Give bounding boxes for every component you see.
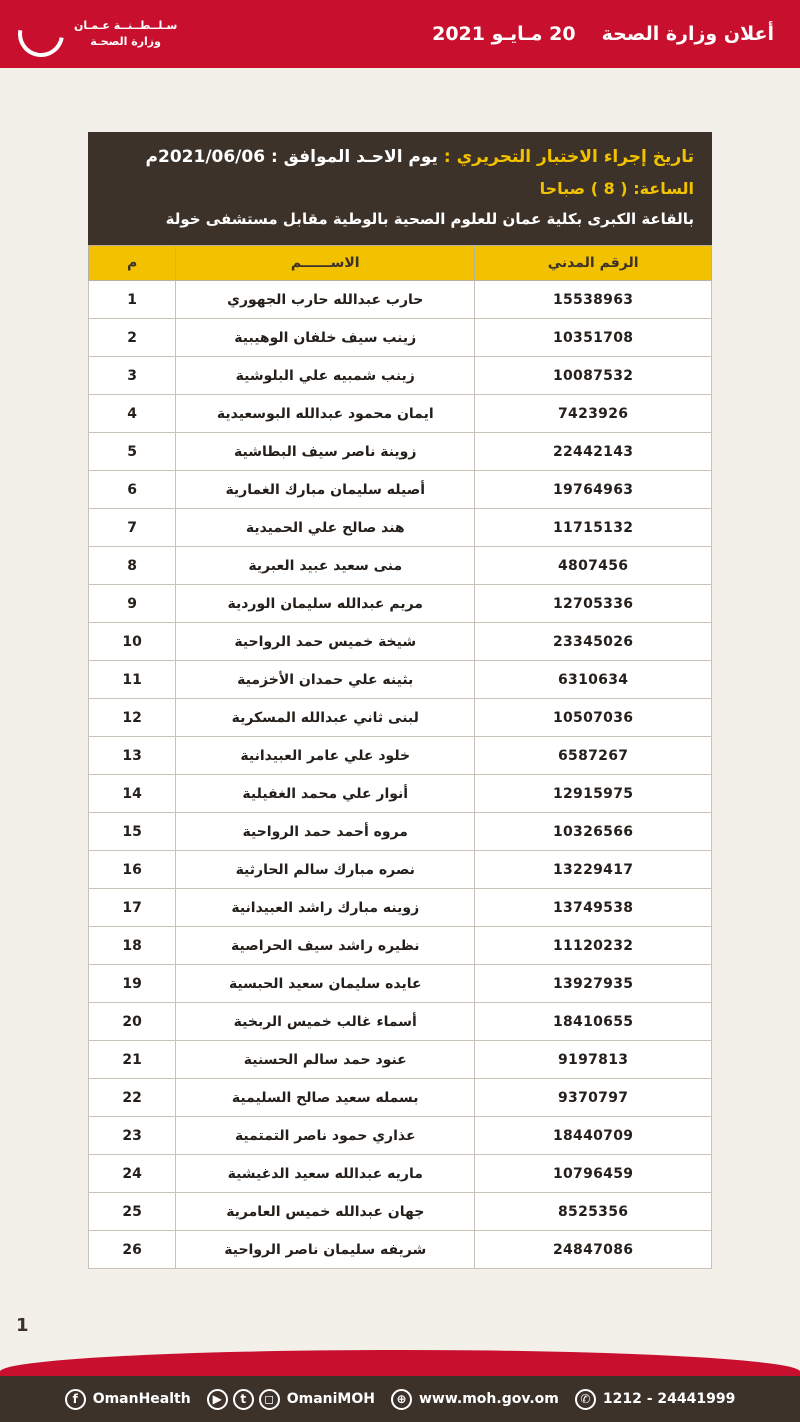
ministry-logo-line2: وزارة الصحـة	[90, 35, 161, 48]
cell-name: ايمان محمود عبدالله البوسعيدية	[176, 395, 475, 433]
cell-name: عايده سليمان سعيد الحبسية	[176, 965, 475, 1003]
cell-civil-id: 8525356	[475, 1193, 712, 1231]
table-row	[89, 585, 712, 623]
table-row	[89, 813, 712, 851]
exam-date-value: يوم الاحـد الموافق : 2021/06/06م	[145, 147, 438, 167]
table-row	[89, 471, 712, 509]
cell-civil-id: 13229417	[475, 851, 712, 889]
table-row	[89, 1041, 712, 1079]
cell-index: 17	[89, 889, 176, 927]
cell-civil-id: 9370797	[475, 1079, 712, 1117]
exam-date-line	[106, 146, 694, 168]
facebook-icon: f	[65, 1389, 86, 1410]
cell-index: 10	[89, 623, 176, 661]
cell-name: نظيره راشد سيف الحراصية	[176, 927, 475, 965]
cell-index: 18	[89, 927, 176, 965]
cell-civil-id: 6310634	[475, 661, 712, 699]
cell-index: 24	[89, 1155, 176, 1193]
cell-name: بسمله سعيد صالح السليمية	[176, 1079, 475, 1117]
cell-index: 1	[89, 281, 176, 319]
facebook-handle: OmanHealth	[92, 1391, 191, 1407]
cell-civil-id: 13749538	[475, 889, 712, 927]
cell-name: شريفه سليمان ناصر الرواحية	[176, 1231, 475, 1269]
cell-name: أنوار علي محمد الغفيلية	[176, 775, 475, 813]
globe-icon: ⊕	[391, 1389, 412, 1410]
cell-name: عنود حمد سالم الحسنية	[176, 1041, 475, 1079]
cell-index: 3	[89, 357, 176, 395]
exam-notice-card	[88, 132, 712, 1269]
cell-name: حارب عبدالله حارب الجهوري	[176, 281, 475, 319]
cell-civil-id: 19764963	[475, 471, 712, 509]
table-row	[89, 395, 712, 433]
table-row	[89, 1193, 712, 1231]
table-row	[89, 965, 712, 1003]
cell-civil-id: 13927935	[475, 965, 712, 1003]
column-header-index: م	[89, 246, 176, 281]
cell-index: 25	[89, 1193, 176, 1231]
announcement-date: 20 مـايـو 2021	[432, 23, 576, 45]
exam-details-header	[88, 132, 712, 245]
cell-index: 2	[89, 319, 176, 357]
cell-index: 13	[89, 737, 176, 775]
cell-index: 22	[89, 1079, 176, 1117]
cell-civil-id: 10087532	[475, 357, 712, 395]
cell-index: 16	[89, 851, 176, 889]
table-row	[89, 1117, 712, 1155]
cell-civil-id: 10351708	[475, 319, 712, 357]
table-row	[89, 699, 712, 737]
cell-civil-id: 11120232	[475, 927, 712, 965]
table-row	[89, 851, 712, 889]
social-handle: OmaniMOH	[286, 1391, 375, 1407]
cell-name: مريم عبدالله سليمان الوردية	[176, 585, 475, 623]
table-header-row	[89, 246, 712, 281]
cell-index: 12	[89, 699, 176, 737]
table-row	[89, 509, 712, 547]
table-head	[89, 246, 712, 281]
page-number: 1	[16, 1315, 29, 1336]
phone-icon: ✆	[575, 1389, 596, 1410]
column-header-name: الاســــــم	[176, 246, 475, 281]
cell-index: 19	[89, 965, 176, 1003]
document-sheet	[0, 68, 800, 1350]
ministry-logo	[18, 11, 177, 57]
table-row	[89, 661, 712, 699]
ministry-logo-text	[74, 18, 177, 50]
cell-index: 26	[89, 1231, 176, 1269]
social-icon-group	[207, 1389, 280, 1410]
cell-name: نصره مبارك سالم الحارثية	[176, 851, 475, 889]
cell-civil-id: 15538963	[475, 281, 712, 319]
cell-name: مروه أحمد حمد الرواحية	[176, 813, 475, 851]
table-row	[89, 623, 712, 661]
cell-name: منى سعيد عبيد العبرية	[176, 547, 475, 585]
table-row	[89, 281, 712, 319]
cell-civil-id: 18410655	[475, 1003, 712, 1041]
column-header-civil-id: الرقم المدني	[475, 246, 712, 281]
instagram-icon: ◻	[259, 1389, 280, 1410]
table-row	[89, 1155, 712, 1193]
cell-name: هند صالح علي الحميدية	[176, 509, 475, 547]
cell-name: زوينة ناصر سيف البطاشية	[176, 433, 475, 471]
footer-phone[interactable]	[575, 1389, 735, 1410]
twitter-icon: t	[233, 1389, 254, 1410]
table-row	[89, 357, 712, 395]
cell-index: 20	[89, 1003, 176, 1041]
cell-civil-id: 10507036	[475, 699, 712, 737]
cell-civil-id: 18440709	[475, 1117, 712, 1155]
exam-date-label: تاريخ إجراء الاختبار التحريري :	[443, 147, 694, 167]
cell-name: عذاري حمود ناصر التمتمية	[176, 1117, 475, 1155]
exam-venue-line: بالقاعة الكبرى بكلية عمان للعلوم الصحية بالوطية مقابل مستشفى خولة	[165, 210, 694, 229]
cell-index: 21	[89, 1041, 176, 1079]
cell-civil-id: 11715132	[475, 509, 712, 547]
website-url: www.moh.gov.om	[418, 1391, 559, 1407]
cell-civil-id: 7423926	[475, 395, 712, 433]
top-header-bar	[0, 0, 800, 68]
cell-index: 15	[89, 813, 176, 851]
footer	[0, 1350, 800, 1422]
cell-index: 5	[89, 433, 176, 471]
footer-social-handles[interactable]	[207, 1389, 375, 1410]
table-row	[89, 737, 712, 775]
phone-number: 1212 - 24441999	[602, 1391, 736, 1407]
cell-index: 11	[89, 661, 176, 699]
cell-civil-id: 24847086	[475, 1231, 712, 1269]
announcement-title: أعلان وزارة الصحة	[601, 23, 774, 45]
cell-name: ماريه عبدالله سعيد الدغيشية	[176, 1155, 475, 1193]
cell-civil-id: 6587267	[475, 737, 712, 775]
cell-name: شيخة خميس حمد الرواحية	[176, 623, 475, 661]
table-row	[89, 433, 712, 471]
table-row	[89, 927, 712, 965]
cell-index: 9	[89, 585, 176, 623]
header-title-group	[432, 23, 774, 45]
youtube-icon: ▶	[207, 1389, 228, 1410]
cell-name: زينب سيف خلفان الوهيبية	[176, 319, 475, 357]
table-row	[89, 319, 712, 357]
table-body	[89, 281, 712, 1269]
cell-name: زوينه مبارك راشد العبيدانية	[176, 889, 475, 927]
cell-name: أسماء غالب خميس الربخية	[176, 1003, 475, 1041]
cell-name: خلود علي عامر العبيدانية	[176, 737, 475, 775]
table-row	[89, 889, 712, 927]
cell-civil-id: 9197813	[475, 1041, 712, 1079]
cell-civil-id: 12915975	[475, 775, 712, 813]
footer-facebook[interactable]	[65, 1389, 191, 1410]
cell-name: لبنى ثاني عبدالله المسكرية	[176, 699, 475, 737]
footer-curve-decoration	[0, 1350, 800, 1376]
table-row	[89, 547, 712, 585]
ministry-logo-line1: سـلــطــنــة عـمـان	[74, 19, 178, 33]
cell-index: 7	[89, 509, 176, 547]
cell-civil-id: 22442143	[475, 433, 712, 471]
table-row	[89, 1231, 712, 1269]
cell-index: 8	[89, 547, 176, 585]
footer-contact-bar	[0, 1376, 800, 1422]
candidates-table	[88, 245, 712, 1269]
cell-index: 23	[89, 1117, 176, 1155]
crescent-icon	[9, 2, 73, 66]
cell-civil-id: 4807456	[475, 547, 712, 585]
exam-time-line: الساعة: ( 8 ) صباحا	[539, 179, 694, 199]
cell-name: بثينه علي حمدان الأخزمية	[176, 661, 475, 699]
footer-website[interactable]	[391, 1389, 559, 1410]
cell-civil-id: 10326566	[475, 813, 712, 851]
cell-index: 6	[89, 471, 176, 509]
table-row	[89, 1079, 712, 1117]
cell-name: جهان عبدالله خميس العامرية	[176, 1193, 475, 1231]
cell-civil-id: 23345026	[475, 623, 712, 661]
table-row	[89, 775, 712, 813]
cell-civil-id: 12705336	[475, 585, 712, 623]
cell-name: أصيله سليمان مبارك الغمارية	[176, 471, 475, 509]
cell-index: 14	[89, 775, 176, 813]
cell-index: 4	[89, 395, 176, 433]
cell-civil-id: 10796459	[475, 1155, 712, 1193]
table-row	[89, 1003, 712, 1041]
cell-name: زينب شمبيه علي البلوشية	[176, 357, 475, 395]
